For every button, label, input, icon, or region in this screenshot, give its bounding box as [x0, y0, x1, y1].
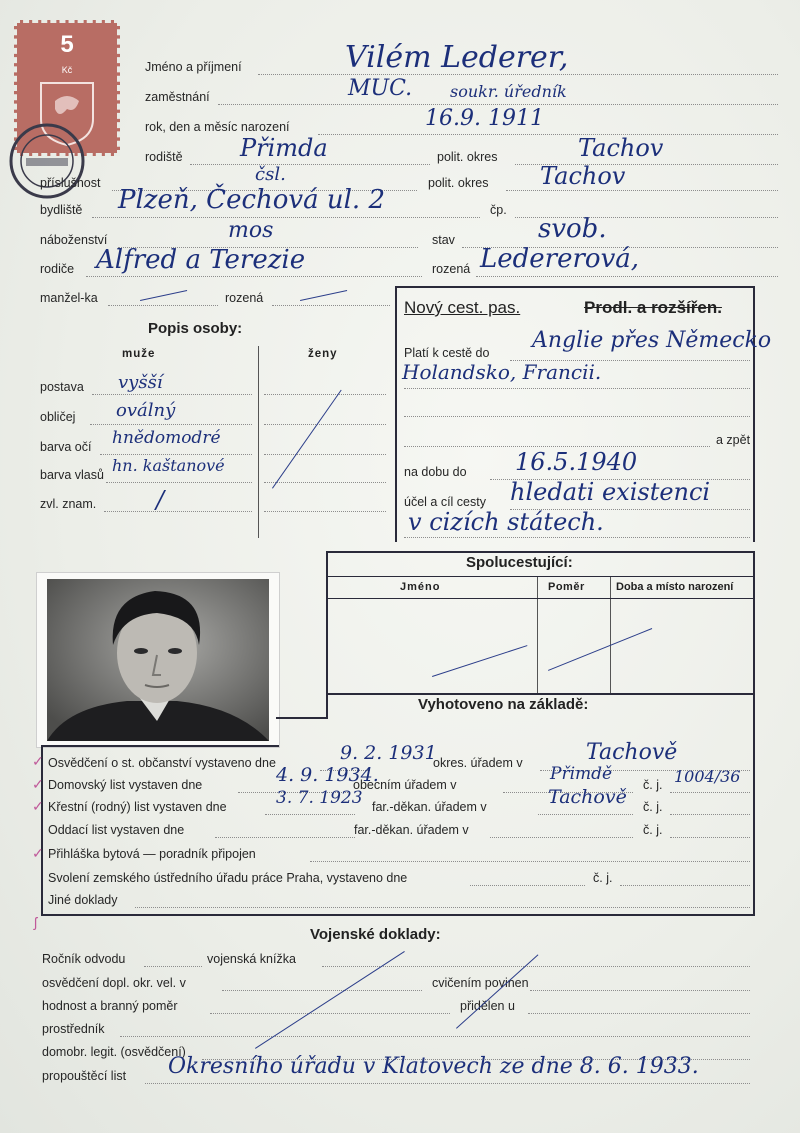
- citizenship-value: čsl.: [255, 164, 286, 185]
- district-value: Tachov: [578, 134, 664, 162]
- valid-value: Anglie přes Německo: [532, 328, 772, 353]
- status-label: stav: [432, 233, 455, 247]
- military-rank-label: hodnost a branný poměr: [42, 999, 178, 1013]
- religion-label: náboženství: [40, 233, 108, 247]
- occupation-label: zaměstnání: [145, 90, 210, 104]
- photo: [36, 572, 280, 748]
- description-value-1: oválný: [116, 400, 176, 421]
- description-value-3: hn. kaštanové: [112, 456, 225, 475]
- military-discharge-value: Okresního úřadu v Klatovech ze dne 8. 6. 1933.: [168, 1054, 699, 1079]
- description-value-2: hnědomodré: [112, 428, 221, 448]
- basis-row1-date: 9. 2. 1931: [340, 742, 437, 764]
- stamp-value: 5: [60, 31, 74, 58]
- birth-value: 16.9. 1911: [425, 106, 544, 131]
- basis-row5-label: Přihláška bytová — poradník připojen: [48, 847, 256, 861]
- birthplace-value: Přimda: [240, 134, 328, 162]
- spouse-maiden-label: rozená: [225, 291, 264, 305]
- military-cert-label: osvědčení dopl. okr. vel. v: [42, 976, 186, 990]
- military-book-label: vojenská knížka: [207, 952, 296, 966]
- basis-row2-office: Přimdě: [550, 764, 613, 784]
- basis-row6-no-label: č. j.: [593, 871, 613, 885]
- basis-row2-office-label: obecním úřadem v: [353, 778, 457, 792]
- description-value-0: vyšší: [118, 372, 163, 393]
- military-legit-label: domobr. legit. (osvědčení): [42, 1045, 186, 1059]
- companions-col-relation: Poměr: [548, 581, 585, 593]
- military-discharge-label: propouštěcí list: [42, 1069, 127, 1083]
- description-label-1: obličej: [40, 410, 76, 424]
- occupation-value: MUC.: [348, 76, 413, 101]
- district-label: polit. okres: [437, 150, 498, 164]
- period-value: 16.5.1940: [515, 448, 638, 476]
- spouse-label: manžel-ka: [40, 291, 98, 305]
- birth-label: rok, den a měsíc narození: [145, 120, 290, 134]
- description-label-2: barva očí: [40, 440, 92, 454]
- description-title: Popis osoby:: [148, 320, 243, 337]
- residence-label: bydliště: [40, 203, 83, 217]
- maiden-value: Ledererová,: [480, 244, 640, 274]
- name-value: Vilém Lederer,: [345, 40, 569, 75]
- companions-title: Spolucestující:: [466, 554, 573, 571]
- passport-application-form: 5 Kč Jméno a příjmení Vilém Lederer, zaměstnání MUC. soukr. úředník rok, den a měsíc narození 16.9. 1911 rodiště Přimda polit. okres Tachov příslušnost čsl. polit. okres Tachov bydliště Plzeň, Čechová ul. 2 čp. náboženství mos stav svob. rodiče Alfred a Terezie rozená Ledererová, manžel-ka rozená Popis osoby: muže ženy postava vyšší obličej oválný barva očí hnědomodré barva vlasů hn. kaštanové zvl. znam. / Nový cest. pas. Prodl. a rozšířen. Platí k cestě do Anglie přes Německo Holandsko, Francii. a zpět na dobu do 16.5.1940 účel a cíl cesty hledati existenci v cizích státech. Spolucestující: Jméno Poměr Doba a místo narození Vyhotoveno na základě: Osvědčení o st. občanství vystaveno dne 9. 2. 1931 okres. úřadem v Tachově Domovský list vystaven dne 4. 9. 1934. obecním úřadem v Přimdě č. j. 1004/36 Křestní (rodný) list vystaven dne 3. 7. 1923 far.-děkan. úřadem v Tachově č. j. Oddací list vystaven dne far.-děkan. úřadem v č. j. Přihláška bytová — poradník připojen Svolení zemského ústředního úřadu práce Praha, vystaveno dne č. j. Jiné doklady ✓ ✓ ✓ ✓ ʃ Vojenské doklady: Ročník odvodu vojenská knížka osvědčení dopl. okr. vel. v cvičením povinen hodnost a branný poměr přidělen u prostředník domobr. legit. (osvědčení) propouštěcí list Okresního úřadu v Klatovech ze dne 8. 6. 1933.: [0, 0, 800, 1133]
- basis-row2-no: 1004/36: [674, 767, 741, 786]
- basis-row3-date: 3. 7. 1923: [276, 788, 363, 808]
- description-label-3: barva vlasů: [40, 468, 104, 482]
- basis-row2-date: 4. 9. 1934.: [276, 764, 379, 786]
- parents-label: rodiče: [40, 262, 75, 276]
- valid-label: Platí k cestě do: [404, 346, 490, 360]
- basis-row4-label: Oddací list vystaven dne: [48, 823, 185, 837]
- basis-row2-no-label: č. j.: [643, 778, 663, 792]
- military-year-label: Ročník odvodu: [42, 952, 126, 966]
- period-label: na dobu do: [404, 465, 467, 479]
- house-no-label: čp.: [490, 203, 507, 217]
- purpose-label: účel a cíl cesty: [404, 495, 486, 509]
- military-training-label: cvičením povinen: [432, 976, 529, 990]
- basis-row3-office-label: far.-děkan. úřadem v: [372, 800, 487, 814]
- valid-value-2: Holandsko, Francii.: [402, 360, 602, 384]
- religion-value: mos: [228, 218, 274, 243]
- military-assigned-label: přidělen u: [460, 999, 515, 1013]
- return-label: a zpět: [716, 433, 751, 447]
- col-female-label: ženy: [308, 348, 338, 360]
- new-passport-label: Nový cest. pas.: [404, 298, 521, 317]
- purpose-value-2: v cizích státech.: [408, 508, 604, 536]
- col-male-label: muže: [122, 348, 156, 360]
- military-title: Vojenské doklady:: [310, 926, 441, 943]
- parents-value: Alfred a Terezie: [96, 245, 306, 275]
- description-label-4: zvl. znam.: [40, 497, 97, 511]
- extension-label: Prodl. a rozšířen.: [584, 298, 722, 317]
- basis-row1-office-label: okres. úřadem v: [433, 756, 523, 770]
- residence-value: Plzeň, Čechová ul. 2: [118, 185, 385, 215]
- name-label: Jméno a příjmení: [145, 60, 242, 74]
- basis-row1-office: Tachově: [586, 740, 678, 765]
- description-label-0: postava: [40, 380, 84, 394]
- purpose-value: hledati existenci: [510, 478, 711, 506]
- military-middleman-label: prostředník: [42, 1022, 105, 1036]
- status-value: svob.: [538, 214, 607, 244]
- basis-row3-office: Tachově: [548, 786, 627, 808]
- district2-value: Tachov: [540, 162, 626, 190]
- basis-row3-no-label: č. j.: [643, 800, 663, 814]
- basis-row4-no-label: č. j.: [643, 823, 663, 837]
- citizenship-label: příslušnost: [40, 176, 101, 190]
- basis-row2-label: Domovský list vystaven dne: [48, 778, 203, 792]
- companions-col-birth: Doba a místo narození: [616, 581, 734, 593]
- basis-row3-label: Křestní (rodný) list vystaven dne: [48, 800, 227, 814]
- basis-title: Vyhotoveno na základě:: [418, 696, 589, 713]
- basis-row1-label: Osvědčení o st. občanství vystaveno dne: [48, 756, 276, 770]
- basis-row4-office-label: far.-děkan. úřadem v: [354, 823, 469, 837]
- basis-row6-label: Svolení zemského ústředního úřadu práce Praha, vystaveno dne: [48, 871, 408, 885]
- occupation-value-2: soukr. úředník: [450, 82, 567, 101]
- stamp-unit: Kč: [61, 65, 73, 75]
- birthplace-label: rodiště: [145, 150, 183, 164]
- companions-col-name: Jméno: [400, 581, 441, 593]
- basis-row7-label: Jiné doklady: [48, 893, 118, 907]
- maiden-label: rozená: [432, 262, 471, 276]
- portrait-photo-icon: [47, 579, 269, 741]
- description-value-4: /: [156, 486, 165, 514]
- district2-label: polit. okres: [428, 176, 489, 190]
